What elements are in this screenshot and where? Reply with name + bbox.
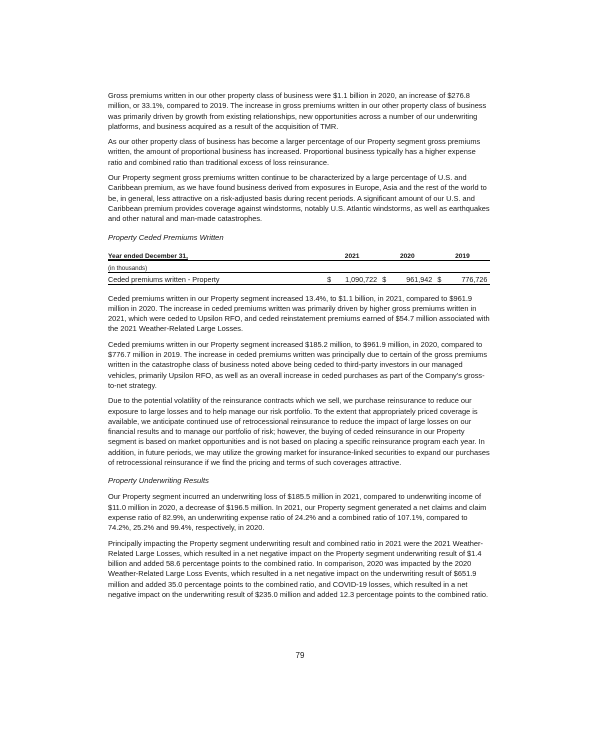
table-units-label: (in thousands) <box>108 264 148 272</box>
year-header: 2021 <box>325 249 380 261</box>
paragraph-other-property-growth: Gross premiums written in our other property class of business were $1.1 billion in 2020, an increase of $276.8 million, or 33.1%, compared to 2019. The increase in gross premiums written in our other property class of business was primarily driven by growth from existing relationships, new opportunities across a number of our underwriting platforms, and business acquired as a result of the acquisition of TMR. <box>108 91 487 131</box>
paragraph-us-caribbean-premium: Our Property segment gross premiums written continue to be characterized by a large percentage of U.S. and Caribbean premium, as we have found business derived from exposures in Europe, Asia and the rest of the world to be, in general, less attractive on a risk-adjusted basis during recent periods. A significant amount of our U.S. and Caribbean premium provides coverage against windstorms, notably U.S. Atlantic windstorms, as well as earthquakes and other natural and man-made catastrophes. <box>108 173 490 224</box>
section-title-ceded-premiums: Property Ceded Premiums Written <box>108 232 224 242</box>
paragraph-proportional-business: As our other property class of business has become a larger percentage of our Property segment gross premiums written, the amount of proportional business has increased. Proportional business typically has a higher expense ratio and combined ratio than traditional excess of loss reinsurance. <box>108 137 481 167</box>
page-number: 79 <box>295 651 305 660</box>
document-page <box>108 91 490 605</box>
table-cell <box>435 272 490 284</box>
section-title-underwriting-results: Property Underwriting Results <box>108 476 209 486</box>
currency-symbol: $ <box>327 274 332 284</box>
cell-value: 1,090,722 <box>345 274 378 284</box>
row-label: Ceded premiums written - Property <box>108 272 325 284</box>
paragraph-ceded-2020: Ceded premiums written in our Property segment increased $185.2 million, to $961.9 million, in 2020, compared to $776.7 million in 2019. The increase in ceded premiums written was principally due to certain of the gross premiums written in the catastrophe class of business noted above being ceded to third-party investors in our managed vehicles, primarily Upsilon RFO, as well as an overall increase in ceded purchases as part of the Company’s gross-to-net strategy. <box>108 339 488 390</box>
table-header-label: Year ended December 31, <box>108 249 325 261</box>
table-header-row <box>108 249 490 261</box>
currency-symbol: $ <box>382 274 387 284</box>
paragraph-underwriting-loss: Our Property segment incurred an underwriting loss of $185.5 million in 2021, compared to underwriting income of $11.0 million in 2020, a decrease of $196.5 million. In 2021, our Property segment generated a net claims and claim expense ratio of 82.9%, an underwriting expense ratio of 24.2% and a combined ratio of 107.1%, compared to 74.2%, 25.2% and 99.4%, respectively, in 2020. <box>108 492 487 533</box>
year-header: 2020 <box>380 249 435 261</box>
cell-value: 961,942 <box>406 274 433 284</box>
table-units-row <box>108 260 490 272</box>
paragraph-ceded-2021: Ceded premiums written in our Property segment increased 13.4%, to $1.1 billion, in 2021, compared to $961.9 million in 2020. The increase in ceded premiums written was primarily driven by higher gross premiums written in 2021, which were ceded to Upsilon RFO, and ceded reinstatement premiums earned of $54.7 million associated with the 2021 Weather-Related Large Losses. <box>108 293 490 334</box>
paragraph-weather-losses: Principally impacting the Property segment underwriting result and combined ratio in 2021 were the 2021 Weather-Related Large Losses, which resulted in a net negative impact on the Property segment underwriting result of $1.4 billion and added 58.6 percentage points to the combined ratio. In comparison, 2020 was impacted by the 2020 Weather-Related Large Loss Events, which resulted in a net negative impact on the underwriting result of $651.9 million and added 35.0 percentage points to the combined ratio, and COVID-19 losses, which resulted in a net negative impact on the underwriting result of $235.0 million and added 12.3 percentage points to the combined ratio. <box>108 538 489 599</box>
paragraph-reinsurance-volatility: Due to the potential volatility of the reinsurance contracts which we sell, we purchase reinsurance to reduce our exposure to large losses and to help manage our risk portfolio. To the extent that appropriately priced coverage is available, we anticipate continued use of retrocessional reinsurance to reduce the impact of large losses on our financial results and to manage our portfolio of risk; however, the buying of ceded reinsurance in our Property segment is based on market opportunities and is not based on placing a specific reinsurance program each year. In addition, in future periods, we may utilize the growing market for insurance-linked securities to expand our purchases of retrocessional reinsurance if we find the pricing and terms of such coverages attractive. <box>108 396 490 468</box>
ceded-premiums-table <box>108 249 490 285</box>
table-cell <box>325 272 380 284</box>
year-header: 2019 <box>435 249 490 261</box>
table-row <box>108 272 490 284</box>
currency-symbol: $ <box>437 274 442 284</box>
table-cell <box>380 272 435 284</box>
cell-value: 776,726 <box>461 274 488 284</box>
